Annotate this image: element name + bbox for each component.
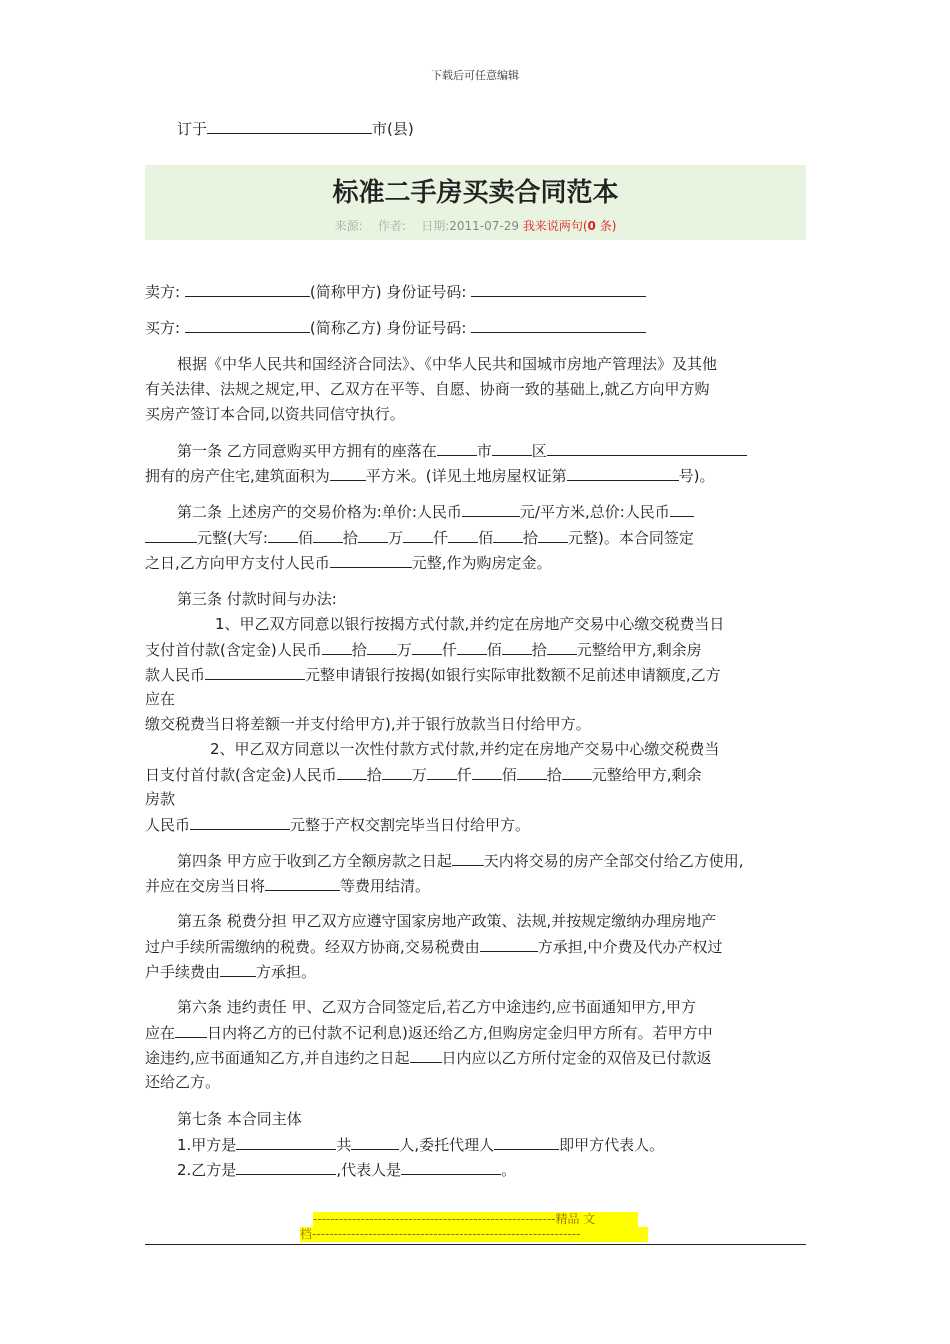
article-3-p2-line-1: 2、甲乙双方同意以一次性付款方式付款,并约定在房地产交易中心缴交税费当 (210, 740, 720, 758)
comment-link[interactable]: 我来说两句(0 条) (522, 219, 617, 233)
intro-line-3: 买房产签订本合同,以资共同信守执行。 (145, 405, 405, 423)
blank (471, 281, 646, 297)
article-5-line-3: 户手续费由 方承担。 (145, 963, 317, 981)
meta-source: 来源: (334, 219, 363, 233)
article-4-line-2: 并应在交房当日将 等费用结清。 (145, 877, 431, 895)
blank (207, 118, 372, 134)
article-2-line-3: 之日,乙方向甲方支付人民币 元整,作为购房定金。 (145, 554, 552, 572)
footer-watermark-line-2: 档-------------------------------------------------------------- (300, 1227, 648, 1242)
page-title: 标准二手房买卖合同范本 (332, 178, 619, 208)
article-3-p1-line-4: 应在 (145, 690, 176, 708)
article-3-p1-line-5: 缴交税费当日将差额一并支付给甲方),并于银行放款当日付给甲方。 (145, 715, 591, 733)
article-6-line-1: 第六条 违约责任 甲、乙双方合同签定后,若乙方中途违约,应书面通知甲方,甲方 (177, 998, 696, 1016)
article-6-line-4: 还给乙方。 (145, 1073, 221, 1091)
article-3-p2-line-2: 日支付首付款(含定金)人民币 拾 万 仟 佰 拾 元整给甲方,剩余 (145, 766, 702, 784)
article-7-line-1: 1.甲方是 共 人,委托代理人 即甲方代表人。 (177, 1136, 665, 1154)
blank (185, 281, 310, 297)
intro-line-2: 有关法律、法规之规定,甲、乙双方在平等、自愿、协商一致的基础上,就乙方向甲方购 (145, 380, 710, 398)
seller-line: 卖方: (简称甲方) 身份证号码: (145, 281, 646, 302)
footer-watermark-line-1: --------------------------------------------------------精品 文 (313, 1212, 638, 1227)
article-1-line-1: 第一条 乙方同意购买甲方拥有的座落在 市 区 (177, 440, 747, 461)
article-7-head: 第七条 本合同主体 (177, 1110, 302, 1128)
blank (471, 317, 646, 333)
comment-count: 0 (587, 219, 596, 233)
meta-author: 作者: (377, 219, 406, 233)
buyer-line: 买方: (简称乙方) 身份证号码: (145, 317, 646, 338)
article-5-line-2: 过户手续所需缴纳的税费。经双方协商,交易税费由 方承担,中介费及代办产权过 (145, 938, 723, 956)
blank (185, 317, 310, 333)
article-3-p1-line-1: 1、甲乙双方同意以银行按揭方式付款,并约定在房地产交易中心缴交税费当日 (215, 615, 725, 633)
article-3-p1-line-3: 款人民币 元整申请银行按揭(如银行实际审批数额不足前述申请额度,乙方 (145, 666, 721, 684)
signed-at-suffix: 市(县) (372, 120, 414, 138)
article-6-line-2: 应在 日内将乙方的已付款不记利息)返还给乙方,但购房定金归甲方所有。若甲方中 (145, 1024, 713, 1042)
signed-at-prefix: 订于 (177, 120, 208, 138)
article-3-head: 第三条 付款时间与办法: (177, 590, 337, 608)
article-6-line-3: 途违约,应书面通知乙方,并自违约之日起 日内应以乙方所付定金的双倍及已付款返 (145, 1049, 712, 1067)
article-3-p1-line-2: 支付首付款(含定金)人民币 拾 万 仟 佰 拾 元整给甲方,剩余房 (145, 641, 702, 659)
meta-date-label: 日期: (421, 219, 450, 233)
article-3-p2-line-4: 人民币 元整于产权交割完毕当日付给甲方。 (145, 816, 531, 834)
title-box (145, 165, 806, 240)
article-2-line-2: 元整(大写: 佰 拾 万 仟 佰 拾 元整)。本合同签定 (145, 527, 694, 548)
signed-at-line (177, 118, 414, 139)
article-1-line-2: 拥有的房产住宅,建筑面积为 平方米。(详见土地房屋权证第 号)。 (145, 467, 715, 485)
article-4-line-1: 第四条 甲方应于收到乙方全额房款之日起 天内将交易的房产全部交付给乙方使用, (177, 852, 744, 870)
article-2-line-1: 第二条 上述房产的交易价格为:单价:人民币 元/平方米,总价:人民币 (177, 501, 694, 522)
article-meta (145, 217, 806, 234)
article-5-line-1: 第五条 税费分担 甲乙双方应遵守国家房地产政策、法规,并按规定缴纳办理房地产 (177, 912, 717, 930)
footer-rule (145, 1244, 806, 1245)
meta-date: 2011-07-29 (449, 219, 520, 233)
page-header: 下载后可任意编辑 (431, 69, 519, 82)
intro-line-1: 根据《中华人民共和国经济合同法》、《中华人民共和国城市房地产管理法》及其他 (177, 355, 718, 373)
article-3-p2-line-3: 房款 (145, 790, 176, 808)
article-7-line-2: 2.乙方是 ,代表人是 。 (177, 1161, 517, 1179)
